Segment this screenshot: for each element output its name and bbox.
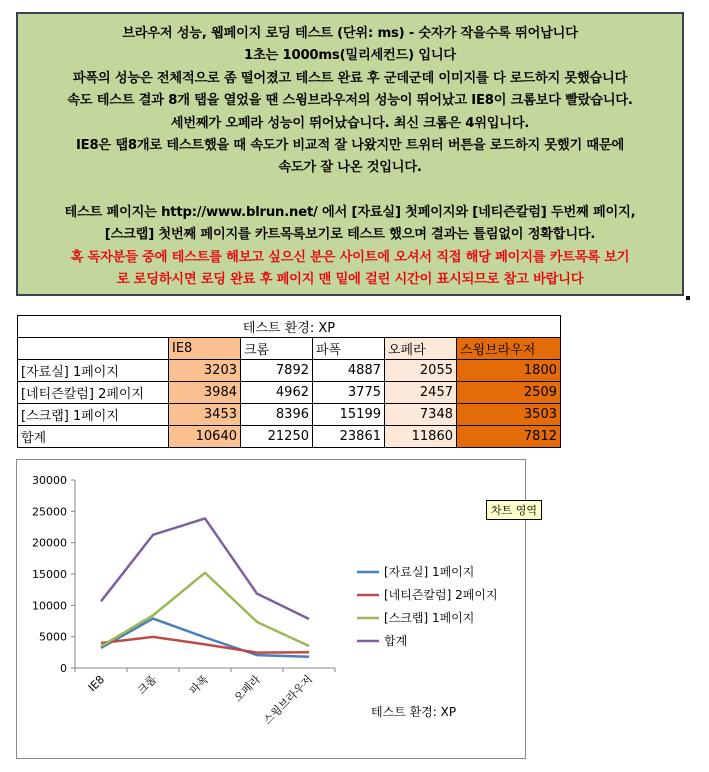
notice-box: [16, 12, 684, 296]
cell-ie8: 10640: [169, 426, 241, 448]
series-line-1: [101, 637, 309, 653]
cell-firefox: 23861: [313, 426, 385, 448]
notice-line: 파폭의 성능은 전체적으로 좀 떨어졌고 테스트 완료 후 군데군데 이미지를 다 로드하지 못했습니다: [72, 70, 628, 86]
cell-swing: 3503: [457, 404, 561, 426]
series-line-3: [101, 518, 309, 619]
legend-label: [스크랩] 1페이지: [384, 611, 475, 625]
row-label: [네티즌칼럼] 2페이지: [18, 382, 169, 404]
x-tick-label: 오페라: [231, 672, 264, 705]
cell-chrome: 21250: [241, 426, 313, 448]
legend-label: 합계: [384, 634, 408, 648]
cell-ie8: 3453: [169, 404, 241, 426]
legend-label: [네티즌칼럼] 2페이지: [384, 588, 498, 602]
row-label: 합계: [18, 426, 169, 448]
cell-opera: 7348: [385, 404, 457, 426]
notice-line: [22, 180, 678, 202]
cell-firefox: 3775: [313, 382, 385, 404]
chart-area-tooltip: 차트 영역: [486, 500, 542, 520]
notice-line: 세번째가 오페라 성능이 뛰어났습니다. 최신 크롬은 4위입니다.: [170, 115, 530, 131]
y-tick-label: 0: [60, 662, 67, 675]
row-label: [자료실] 1페이지: [18, 360, 169, 382]
x-axis-title: 테스트 환경: XP: [371, 705, 457, 719]
header-swing: 스윙브라우저: [457, 338, 561, 360]
header-ie8: IE8: [169, 338, 241, 360]
notice-line: [스크랩] 첫번째 페이지를 카트목록보기로 테스트 했으며 결과는 틀림없이 정확합니다.: [104, 227, 596, 243]
header-firefox: 파폭: [313, 338, 385, 360]
notice-line: 혹 독자분들 중에 테스트를 해보고 싶으신 분은 사이트에 오셔서 직접 해당 페이지를 카트목록 보기: [70, 249, 630, 265]
notice-line: 브라우저 성능, 웹페이지 로딩 테스트 (단위: ms) - 숫자가 작을수록 뛰어납니다: [122, 26, 578, 41]
legend-label: [자료실] 1페이지: [384, 565, 475, 579]
y-tick-label: 25000: [32, 505, 67, 519]
table-row: [18, 382, 561, 404]
cell-chrome: 7892: [241, 360, 313, 382]
cell-swing: 2509: [457, 382, 561, 404]
notice-line: 로 로딩하시면 로딩 완료 후 페이지 맨 밑에 걸린 시간이 표시되므로 참고 바랍니다: [116, 272, 584, 288]
header-empty-cell: [18, 338, 169, 360]
table-row: [18, 360, 561, 382]
header-opera: 오페라: [385, 338, 457, 360]
cell-chrome: 4962: [241, 382, 313, 404]
cell-opera: 11860: [385, 426, 457, 448]
y-tick-label: 20000: [32, 536, 67, 550]
y-tick-label: 15000: [32, 568, 67, 581]
cell-swing: 7812: [457, 426, 561, 448]
notice-line: 속도 테스트 결과 8개 탭을 열었을 땐 스윙브라우저의 성능이 뛰어났고 IE8이 크롬보다 빨랐습니다.: [67, 93, 633, 109]
header-chrome: 크롬: [241, 338, 313, 360]
y-tick-label: 30000: [32, 474, 67, 487]
notice-line: IE8은 탭8개로 테스트했을 때 속도가 비교적 잘 나왔지만 트위터 버튼을 로드하지 못했기 때문에: [75, 138, 625, 154]
cell-firefox: 4887: [313, 360, 385, 382]
row-label: [스크랩] 1페이지: [18, 404, 169, 426]
cell-swing: 1800: [457, 360, 561, 382]
chart-area[interactable]: [16, 459, 526, 759]
y-tick-label: 5000: [39, 630, 67, 644]
x-tick-label: 크롬: [134, 672, 160, 698]
notice-line: 테스트 페이지는 http://www.blrun.net/ 에서 [자료실] 첫페이지와 [네티즌칼럼] 두번째 페이지,: [64, 204, 636, 220]
cell-ie8: 3203: [169, 360, 241, 382]
table-title: 테스트 환경: XP: [18, 316, 561, 338]
table-total-row: [18, 426, 561, 448]
cell-opera: 2457: [385, 382, 457, 404]
results-table: [17, 315, 561, 448]
series-line-0: [101, 619, 309, 657]
cell-firefox: 15199: [313, 404, 385, 426]
x-tick-label: IE8: [85, 672, 108, 695]
table-title-row: [18, 316, 561, 338]
series-line-2: [101, 573, 309, 647]
table-row: [18, 404, 561, 426]
x-tick-label: 스윙브라우저: [260, 672, 316, 728]
notice-line: 속도가 잘 나온 것입니다.: [278, 160, 422, 176]
cell-ie8: 3984: [169, 382, 241, 404]
notice-line: 1초는 1000ms(밀리세컨드) 입니다: [244, 48, 456, 64]
resize-handle[interactable]: [686, 296, 690, 300]
cell-chrome: 8396: [241, 404, 313, 426]
cell-opera: 2055: [385, 360, 457, 382]
y-tick-label: 10000: [32, 599, 67, 613]
table-header-row: [18, 338, 561, 360]
line-chart: [17, 460, 525, 758]
x-tick-label: 파폭: [186, 672, 212, 698]
